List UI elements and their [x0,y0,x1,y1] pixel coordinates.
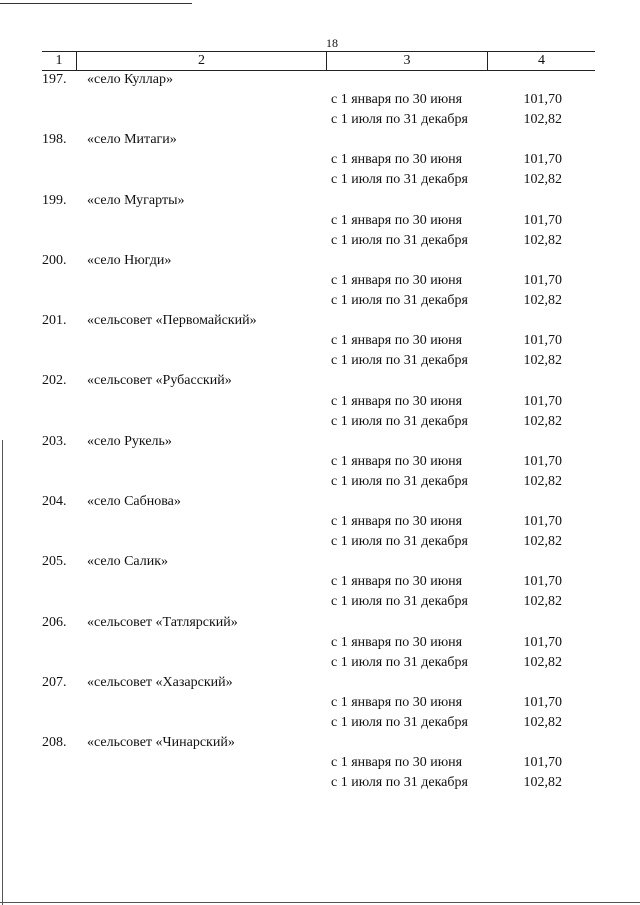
period-label: с 1 января по 30 июня [331,574,463,590]
table-row [0,351,640,371]
table-row [0,90,640,110]
table-row [0,753,640,773]
entry-number: 205. [42,554,67,570]
entry-number: 207. [42,674,67,690]
table-body [0,70,640,793]
period-label: с 1 января по 30 июня [331,152,463,168]
header-col-1: 1 [42,52,77,70]
table-row [0,512,640,532]
table-row [0,231,640,251]
index-value: 101,70 [523,634,562,650]
settlement-name: «село Рукель» [87,433,172,449]
index-value: 102,82 [523,594,562,610]
index-value: 101,70 [523,574,562,590]
period-label: с 1 июля по 31 декабря [331,293,468,309]
table-row [0,271,640,291]
scan-bottom-edge [0,902,640,903]
index-value: 102,82 [523,473,562,489]
index-value: 101,70 [523,333,562,349]
index-value: 102,82 [523,353,562,369]
period-label: с 1 июля по 31 декабря [331,473,468,489]
table-row [0,110,640,130]
settlement-name: «село Митаги» [87,132,177,148]
index-value: 101,70 [523,694,562,710]
settlement-name: «сельсовет «Первомайский» [87,313,257,329]
table-row [0,371,640,391]
period-label: с 1 июля по 31 декабря [331,353,468,369]
table-row [0,392,640,412]
table-header [42,51,595,71]
index-value: 102,82 [523,654,562,670]
period-label: с 1 января по 30 июня [331,634,463,650]
entry-number: 201. [42,313,67,329]
table-row [0,653,640,673]
table-row [0,452,640,472]
table-row [0,693,640,713]
entry-number: 202. [42,373,67,389]
period-label: с 1 июля по 31 декабря [331,232,468,248]
table-row [0,291,640,311]
table-row [0,633,640,653]
table-row [0,130,640,150]
period-label: с 1 июля по 31 декабря [331,172,468,188]
settlement-name: «село Салик» [87,554,169,570]
period-label: с 1 января по 30 июня [331,92,463,108]
settlement-name: «село Сабнова» [87,493,181,509]
period-label: с 1 января по 30 июня [331,393,463,409]
scan-top-rule [0,3,192,4]
index-value: 102,82 [523,413,562,429]
period-label: с 1 января по 30 июня [331,212,463,228]
entry-number: 200. [42,252,67,268]
entry-number: 199. [42,192,67,208]
settlement-name: «сельсовет «Чинарский» [87,735,235,751]
period-label: с 1 января по 30 июня [331,333,463,349]
index-value: 102,82 [523,775,562,791]
period-label: с 1 января по 30 июня [331,453,463,469]
period-label: с 1 июля по 31 декабря [331,654,468,670]
index-value: 101,70 [523,755,562,771]
index-value: 102,82 [523,232,562,248]
table-row [0,613,640,633]
period-label: с 1 июля по 31 декабря [331,775,468,791]
index-value: 102,82 [523,715,562,730]
table-row [0,331,640,351]
settlement-name: «село Нюгди» [87,252,172,268]
period-label: с 1 июля по 31 декабря [331,715,468,730]
table-row [0,592,640,612]
period-label: с 1 января по 30 июня [331,755,463,771]
table-row [0,211,640,231]
index-value: 101,70 [523,453,562,469]
period-label: с 1 июля по 31 декабря [331,413,468,429]
period-label: с 1 января по 30 июня [331,272,463,288]
index-value: 101,70 [523,393,562,409]
entry-number: 198. [42,132,67,148]
table-row [0,150,640,170]
period-label: с 1 июля по 31 декабря [331,534,468,550]
entry-number: 206. [42,614,67,630]
settlement-name: «сельсовет «Татлярский» [87,614,238,630]
table-row [0,572,640,592]
index-value: 101,70 [523,92,562,108]
settlement-name: «село Куллар» [87,72,173,87]
period-label: с 1 января по 30 июня [331,694,463,710]
entry-number: 204. [42,493,67,509]
entry-number: 197. [42,72,67,87]
header-col-2: 2 [77,52,327,70]
table-row [0,773,640,793]
table-row [0,673,640,693]
header-col-4: 4 [538,53,545,68]
period-label: с 1 января по 30 июня [331,514,463,530]
entry-number: 208. [42,735,67,751]
table-row [0,191,640,211]
page-number: 18 [326,36,338,50]
index-value: 102,82 [523,172,562,188]
table-row [0,532,640,552]
period-label: с 1 июля по 31 декабря [331,112,468,128]
table-row [0,552,640,572]
index-value: 101,70 [523,152,562,168]
index-value: 102,82 [523,112,562,128]
header-col-3: 3 [327,52,488,70]
table-row [0,713,640,733]
settlement-name: «сельсовет «Рубасский» [87,373,232,389]
table-row [0,170,640,190]
table-row [0,412,640,432]
table-row [0,472,640,492]
settlement-name: «село Мугарты» [87,192,185,208]
table-row [0,492,640,512]
entry-number: 203. [42,433,67,449]
index-value: 102,82 [523,293,562,309]
settlement-name: «сельсовет «Хазарский» [87,674,233,690]
index-value: 101,70 [523,514,562,530]
table-row [0,733,640,753]
table-row [0,251,640,271]
table-row [0,311,640,331]
index-value: 101,70 [523,272,562,288]
period-label: с 1 июля по 31 декабря [331,594,468,610]
table-row [0,432,640,452]
index-value: 102,82 [523,534,562,550]
table-row [0,70,640,90]
index-value: 101,70 [523,212,562,228]
